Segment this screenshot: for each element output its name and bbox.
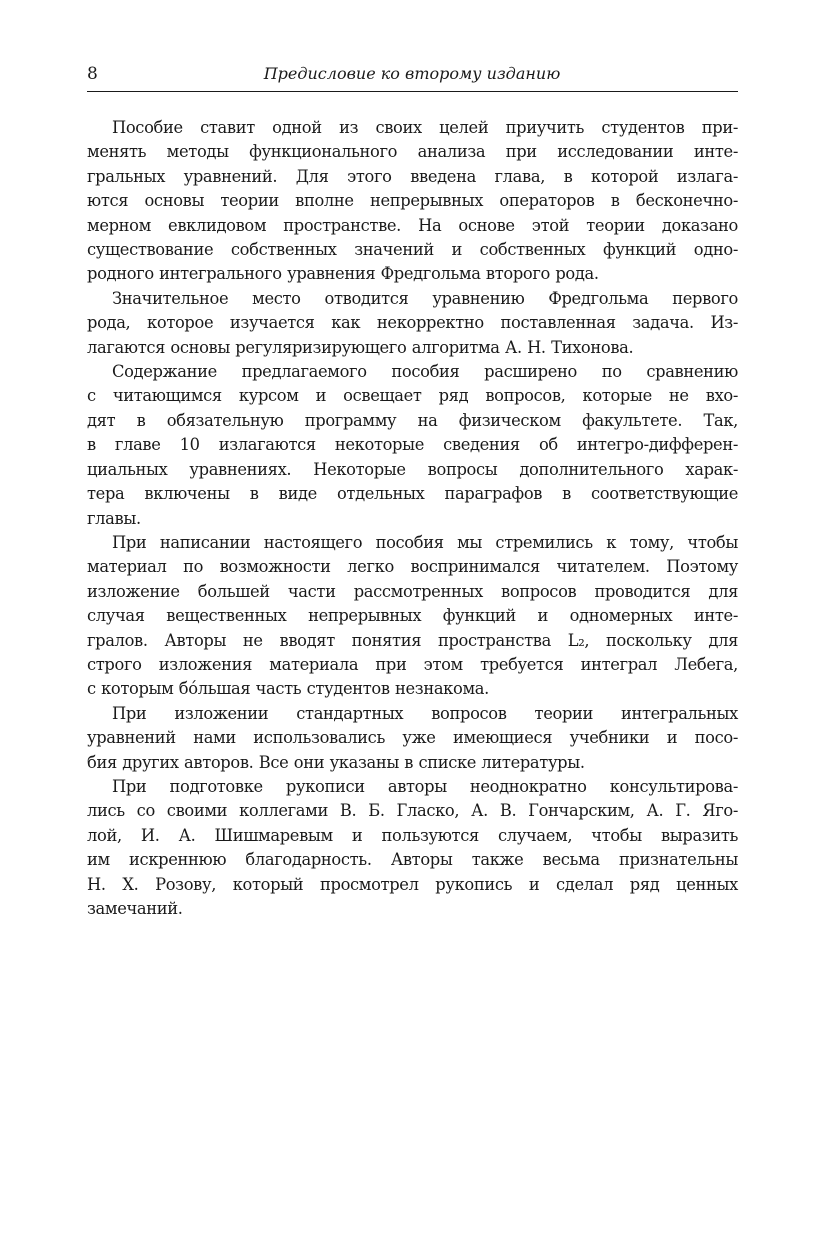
text-line: материал по возможности легко воспринимался читателем. Поэтому [87, 557, 738, 577]
text-line: замечаний. [87, 899, 183, 918]
paragraph-1 [87, 116, 738, 287]
header-rule [87, 91, 738, 92]
text-line: главы. [87, 508, 141, 528]
text-line: им искреннюю благодарность. Авторы также весьма признательны [87, 850, 738, 870]
text-line: ются основы теории вполне непрерывных операторов в бесконечно- [87, 191, 738, 211]
text-line: изложение большей части рассмотренных вопросов проводится для [87, 581, 738, 601]
text-line: При подготовке рукописи авторы неоднократно консультирова- [112, 776, 738, 796]
text-line: Н. Х. Розову, который просмотрел рукопись и сделал ряд ценных [87, 874, 738, 894]
text-line: лись со своими коллегами В. Б. Гласко, А. В. Гончарским, А. Г. Яго- [87, 801, 738, 821]
text-line: существование собственных значений и собственных функций одно- [87, 240, 738, 260]
text-line: Значительное место отводится уравнению Фредгольма первого [112, 288, 738, 308]
text-line: строго изложения материала при этом требуется интеграл Лебега, [87, 654, 738, 674]
paragraph-3 [87, 360, 738, 531]
paragraph-6 [87, 775, 738, 921]
text-line: циальных уравнениях. Некоторые вопросы дополнительного харак- [87, 459, 738, 479]
running-head: Предисловие ко второму изданию [263, 64, 561, 83]
paragraph-4 [87, 531, 738, 702]
text-line: дят в обязательную программу на физическом факультете. Так, [87, 410, 738, 430]
text-line: Содержание предлагаемого пособия расширено по сравнению [112, 362, 738, 382]
text-line: мерном евклидовом пространстве. На основе этой теории доказано [87, 215, 738, 235]
text-line: случая вещественных непрерывных функций и одномерных инте- [87, 606, 738, 626]
text-line: При написании настоящего пособия мы стремились к тому, чтобы [112, 532, 738, 552]
text-line: При изложении стандартных вопросов теории интегральных [112, 703, 738, 723]
text-line: в главе 10 излагаются некоторые сведения об интегро-дифферен- [87, 435, 738, 455]
text-line: с читающимся курсом и освещает ряд вопросов, которые не вхо- [87, 386, 738, 406]
text-line: лой, И. А. Шишмаревым и пользуются случаем, чтобы выразить [87, 825, 738, 845]
text-line: с которым бóльшая часть студентов незнакома. [87, 679, 489, 699]
body-text [87, 116, 738, 921]
text-line: гральных уравнений. Для этого введена глава, в которой излага- [87, 166, 738, 186]
text-line: рода, которое изучается как некорректно поставленная задача. Из- [87, 313, 738, 333]
paragraph-5 [87, 702, 738, 775]
text-line: родного интегрального уравнения Фредгольма второго рода. [87, 264, 599, 284]
text-line: уравнений нами использовались уже имеющиеся учебники и посо- [87, 728, 738, 748]
text-line: бия других авторов. Все они указаны в списке литературы. [87, 752, 585, 772]
text-line: менять методы функционального анализа при исследовании инте- [87, 142, 738, 162]
page-number: 8 [87, 64, 98, 84]
text-line: тера включены в виде отдельных параграфов в соответствующие [87, 484, 738, 504]
text-line: гралов. Авторы не вводят понятия пространства L₂, поскольку для [87, 630, 738, 650]
paragraph-2 [87, 287, 738, 360]
text-line: лагаются основы регуляризирующего алгоритма А. Н. Тихонова. [87, 337, 634, 357]
text-line: Пособие ставит одной из своих целей приучить студентов при- [112, 118, 738, 137]
